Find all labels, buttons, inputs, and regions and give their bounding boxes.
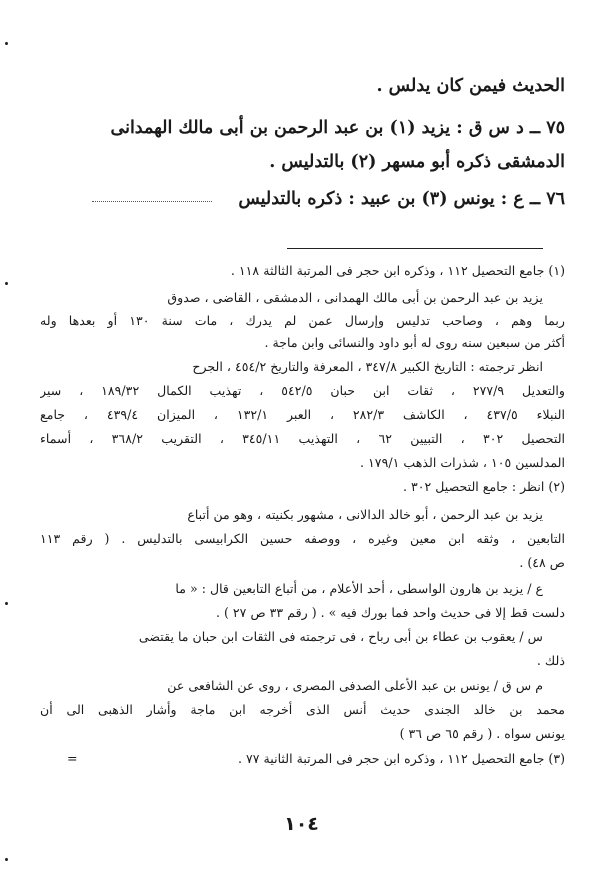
footnote-2-text: س / يعقوب بن عطاء بن أبى رباح ، فى ترجمته فى الثقات ابن حبان ما يقتضى bbox=[138, 629, 543, 644]
continuation-mark: = bbox=[67, 751, 78, 766]
margin-dot bbox=[5, 42, 8, 45]
footnote-1-text: ربما وهم ، وصاحب تدليس وإرسال عمن لم يدرك ، مات سنة ١٣٠ أو بعدها وله bbox=[40, 313, 565, 328]
footnote-2-text: دلست قط إلا فى حديث واحد فما بورك فيه » . ( رقم ٣٣ ص ٢٧ ) . bbox=[215, 605, 565, 620]
margin-dot bbox=[5, 282, 8, 285]
document-page bbox=[30, 0, 575, 885]
footnote-2-text: محمد بن خالد الجندى حديث أنس الذى أخرجه ابن ماجة وأشار الذهبى الى أن bbox=[40, 702, 565, 717]
footnote-1-sources: التحصيل ٣٠٢ ، التبيين ٦٢ ، التهذيب ٣٤٥/١١ ، التقريب ٣٦٨/٢ ، أسماء bbox=[40, 431, 565, 446]
footnote-2-text: ذلك . bbox=[536, 653, 565, 668]
entry-76-line: ٧٦ ــ ع : يونس (٣) بن عبيد : ذكره بالتدليس bbox=[238, 189, 565, 209]
margin-dot bbox=[5, 858, 8, 861]
footnote-2: (٢) انظر : جامع التحصيل ٣٠٢ . bbox=[402, 479, 565, 494]
text-line-continuation: الحديث فيمن كان يدلس . bbox=[376, 76, 565, 96]
footnote-2-text: يزيد بن عبد الرحمن ، أبو خالد الدالانى ، مشهور بكنيته ، وهو من أتباع bbox=[187, 507, 543, 522]
footnote-2-text: م س ق / يونس بن عبد الأعلى الصدفى المصرى ، روى عن الشافعى عن bbox=[167, 678, 543, 693]
footnote-3: (٣) جامع التحصيل ١١٢ ، وذكره ابن حجر فى المرتبة الثانية ٧٧ . bbox=[237, 751, 565, 766]
footnote-1-sources: النبلاء ٤٣٧/٥ ، الكاشف ٢٨٢/٣ ، العبر ١٣٢/١ ، الميزان ٤٣٩/٤ ، جامع bbox=[40, 407, 565, 422]
footnote-1-sources: انظر ترجمته : التاريخ الكبير ٣٤٧/٨ ، المعرفة والتاريخ ٤٥٤/٢ ، الجرح bbox=[192, 359, 543, 374]
footnote-2-text: ص ٤٨) . bbox=[519, 555, 565, 570]
footnote-1-sources: والتعديل ٢٧٧/٩ ، ثقات ابن حبان ٥٤٢/٥ ، تهذيب الكمال ١٨٩/٣٢ ، سير bbox=[40, 383, 565, 398]
entry-75-line-1: ٧٥ ــ د س ق : يزيد (١) بن عبد الرحمن بن أبى مالك الهمدانى bbox=[110, 118, 565, 138]
footnote-2-text: يونس سواه . ( رقم ٦٥ ص ٣٦ ) bbox=[399, 726, 565, 741]
page-number: ١٠٤ bbox=[284, 813, 319, 835]
entry-75-line-2: الدمشقى ذكره أبو مسهر (٢) بالتدليس . bbox=[269, 152, 565, 172]
footnote-1-text: أكثر من سبعين سنه روى له أبو داود والنسائى وابن ماجة . bbox=[264, 335, 565, 350]
footnote-2-text: ع / يزيد بن هارون الواسطى ، أحد الأعلام ، من أتباع التابعين قال : « ما bbox=[175, 581, 543, 596]
dotted-leader bbox=[92, 201, 212, 202]
footnote-separator bbox=[287, 248, 543, 249]
footnote-2-text: التابعين ، وثقه ابن معين وغيره ، ووصفه حسين الكرابيسى بالتدليس . ( رقم ١١٣ bbox=[40, 531, 565, 546]
footnote-1-sources: المدلسين ١٠٥ ، شذرات الذهب ١٧٩/١ . bbox=[360, 455, 565, 470]
footnote-1: (١) جامع التحصيل ١١٢ ، وذكره ابن حجر فى المرتبة الثالثة ١١٨ . bbox=[230, 263, 565, 278]
margin-dot bbox=[5, 602, 8, 605]
footnote-1-text: يزيد بن عبد الرحمن بن أبى مالك الهمدانى ، الدمشقى ، القاضى ، صدوق bbox=[167, 290, 543, 305]
